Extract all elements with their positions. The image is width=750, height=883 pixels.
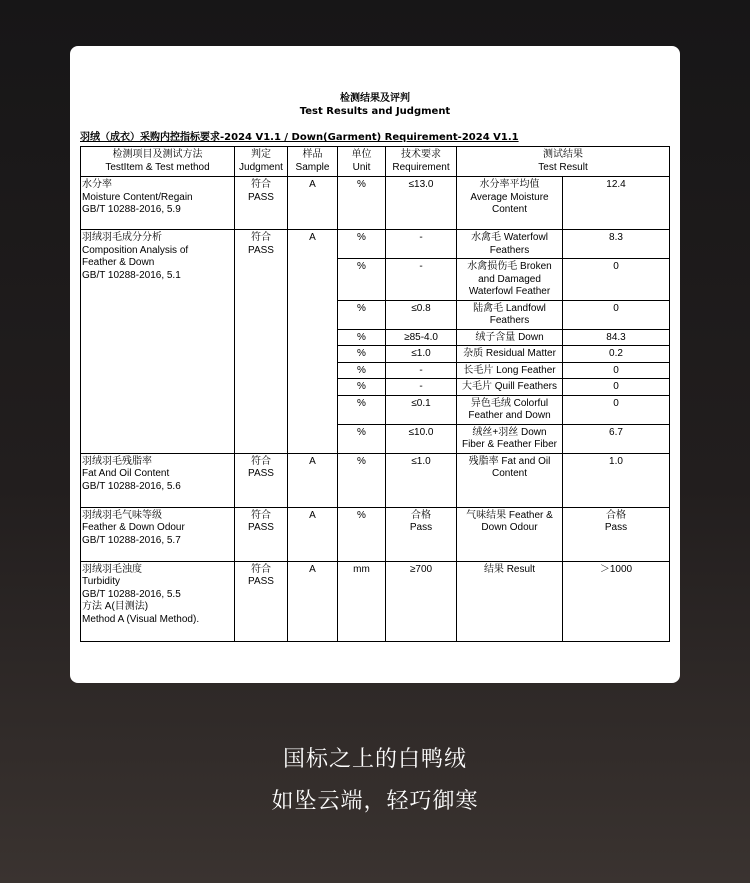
test-results-table	[80, 146, 670, 642]
moisture-result-name: 水分率平均值 Average Moisture Content	[457, 177, 563, 230]
moisture-judgment: 符合 PASS	[235, 177, 288, 230]
fat-result-value: 1.0	[563, 453, 670, 507]
turbidity-judgment: 符合 PASS	[235, 561, 288, 641]
composition-unit: %	[338, 379, 386, 396]
composition-requirement: -	[386, 259, 457, 301]
requirement-title: 羽绒（成衣）采购内控指标要求-2024 V1.1 / Down(Garment) Requirement-2024 V1.1	[80, 132, 519, 143]
table-row	[81, 561, 670, 641]
composition-result-value: 0	[563, 379, 670, 396]
report-title-en: Test Results and Judgment	[299, 106, 451, 117]
header-judgment: 判定 Judgment	[235, 147, 288, 177]
composition-unit: %	[338, 362, 386, 379]
composition-requirement: -	[386, 230, 457, 259]
odour-requirement: 合格 Pass	[386, 507, 457, 561]
composition-result-name: 绒子含量 Down	[457, 329, 563, 346]
moisture-sample: A	[288, 177, 338, 230]
composition-unit: %	[338, 424, 386, 453]
odour-unit: %	[338, 507, 386, 561]
table-row	[81, 230, 670, 259]
composition-unit: %	[338, 329, 386, 346]
odour-judgment: 符合 PASS	[235, 507, 288, 561]
composition-result-name: 大毛片 Quill Feathers	[457, 379, 563, 396]
moisture-item: 水分率 Moisture Content/Regain GB/T 10288-2016, 5.9	[81, 177, 235, 230]
header-unit: 单位 Unit	[338, 147, 386, 177]
moisture-requirement: ≤13.0	[386, 177, 457, 230]
report-title-cn: 检测结果及评判	[340, 93, 410, 104]
fat-result-name: 残脂率 Fat and Oil Content	[457, 453, 563, 507]
header-result: 测试结果 Test Result	[457, 147, 670, 177]
composition-judgment: 符合 PASS	[235, 230, 288, 454]
composition-result-name: 水禽损伤毛 Broken and Damaged Waterfowl Feather	[457, 259, 563, 301]
composition-result-value: 0	[563, 300, 670, 329]
composition-result-value: 0.2	[563, 346, 670, 363]
composition-result-name: 陆禽毛 Landfowl Feathers	[457, 300, 563, 329]
header-item: 检测项目及测试方法 TestItem & Test method	[81, 147, 235, 177]
composition-result-name: 杂质 Residual Matter	[457, 346, 563, 363]
composition-requirement: -	[386, 379, 457, 396]
composition-unit: %	[338, 300, 386, 329]
header-requirement: 技术要求 Requirement	[386, 147, 457, 177]
composition-requirement: ≤0.1	[386, 395, 457, 424]
fat-sample: A	[288, 453, 338, 507]
composition-requirement: ≤0.8	[386, 300, 457, 329]
table-row	[81, 177, 670, 230]
composition-requirement: ≤1.0	[386, 346, 457, 363]
table-row	[81, 507, 670, 561]
composition-requirement: ≤10.0	[386, 424, 457, 453]
turbidity-result-name: 结果 Result	[457, 561, 563, 641]
test-report-card	[70, 46, 680, 683]
composition-requirement: ≥85-4.0	[386, 329, 457, 346]
odour-sample: A	[288, 507, 338, 561]
composition-result-name: 绒丝+羽丝 Down Fiber & Feather Fiber	[457, 424, 563, 453]
composition-unit: %	[338, 230, 386, 259]
fat-requirement: ≤1.0	[386, 453, 457, 507]
turbidity-unit: mm	[338, 561, 386, 641]
composition-result-value: 6.7	[563, 424, 670, 453]
composition-result-value: 0	[563, 395, 670, 424]
moisture-result-value: 12.4	[563, 177, 670, 230]
header-sample: 样品 Sample	[288, 147, 338, 177]
composition-unit: %	[338, 259, 386, 301]
tagline-line-1: 国标之上的白鸭绒	[282, 747, 467, 772]
turbidity-requirement: ≥700	[386, 561, 457, 641]
composition-item: 羽绒羽毛成分分析 Composition Analysis of Feather & Down GB/T 10288-2016, 5.1	[81, 230, 235, 454]
composition-result-value: 0	[563, 259, 670, 301]
turbidity-item: 羽绒羽毛浊度 Turbidity GB/T 10288-2016, 5.5 方法 A(目测法) Method A (Visual Method).	[81, 561, 235, 641]
turbidity-result-value: ＞1000	[563, 561, 670, 641]
composition-result-name: 异色毛绒 Colorful Feather and Down	[457, 395, 563, 424]
composition-result-name: 水禽毛 Waterfowl Feathers	[457, 230, 563, 259]
moisture-unit: %	[338, 177, 386, 230]
table-row	[81, 453, 670, 507]
odour-item: 羽绒羽毛气味等级 Feather & Down Odour GB/T 10288-2016, 5.7	[81, 507, 235, 561]
composition-unit: %	[338, 395, 386, 424]
composition-result-value: 8.3	[563, 230, 670, 259]
fat-item: 羽绒羽毛残脂率 Fat And Oil Content GB/T 10288-2016, 5.6	[81, 453, 235, 507]
turbidity-sample: A	[288, 561, 338, 641]
composition-unit: %	[338, 346, 386, 363]
composition-requirement: -	[386, 362, 457, 379]
composition-result-name: 长毛片 Long Feather	[457, 362, 563, 379]
composition-result-value: 84.3	[563, 329, 670, 346]
fat-unit: %	[338, 453, 386, 507]
fat-judgment: 符合 PASS	[235, 453, 288, 507]
odour-result-name: 气味结果 Feather & Down Odour	[457, 507, 563, 561]
odour-result-value: 合格 Pass	[563, 507, 670, 561]
composition-result-value: 0	[563, 362, 670, 379]
composition-sample: A	[288, 230, 338, 454]
tagline-line-2: 如坠云端，轻巧御寒	[271, 789, 479, 814]
table-header-row	[81, 147, 670, 177]
